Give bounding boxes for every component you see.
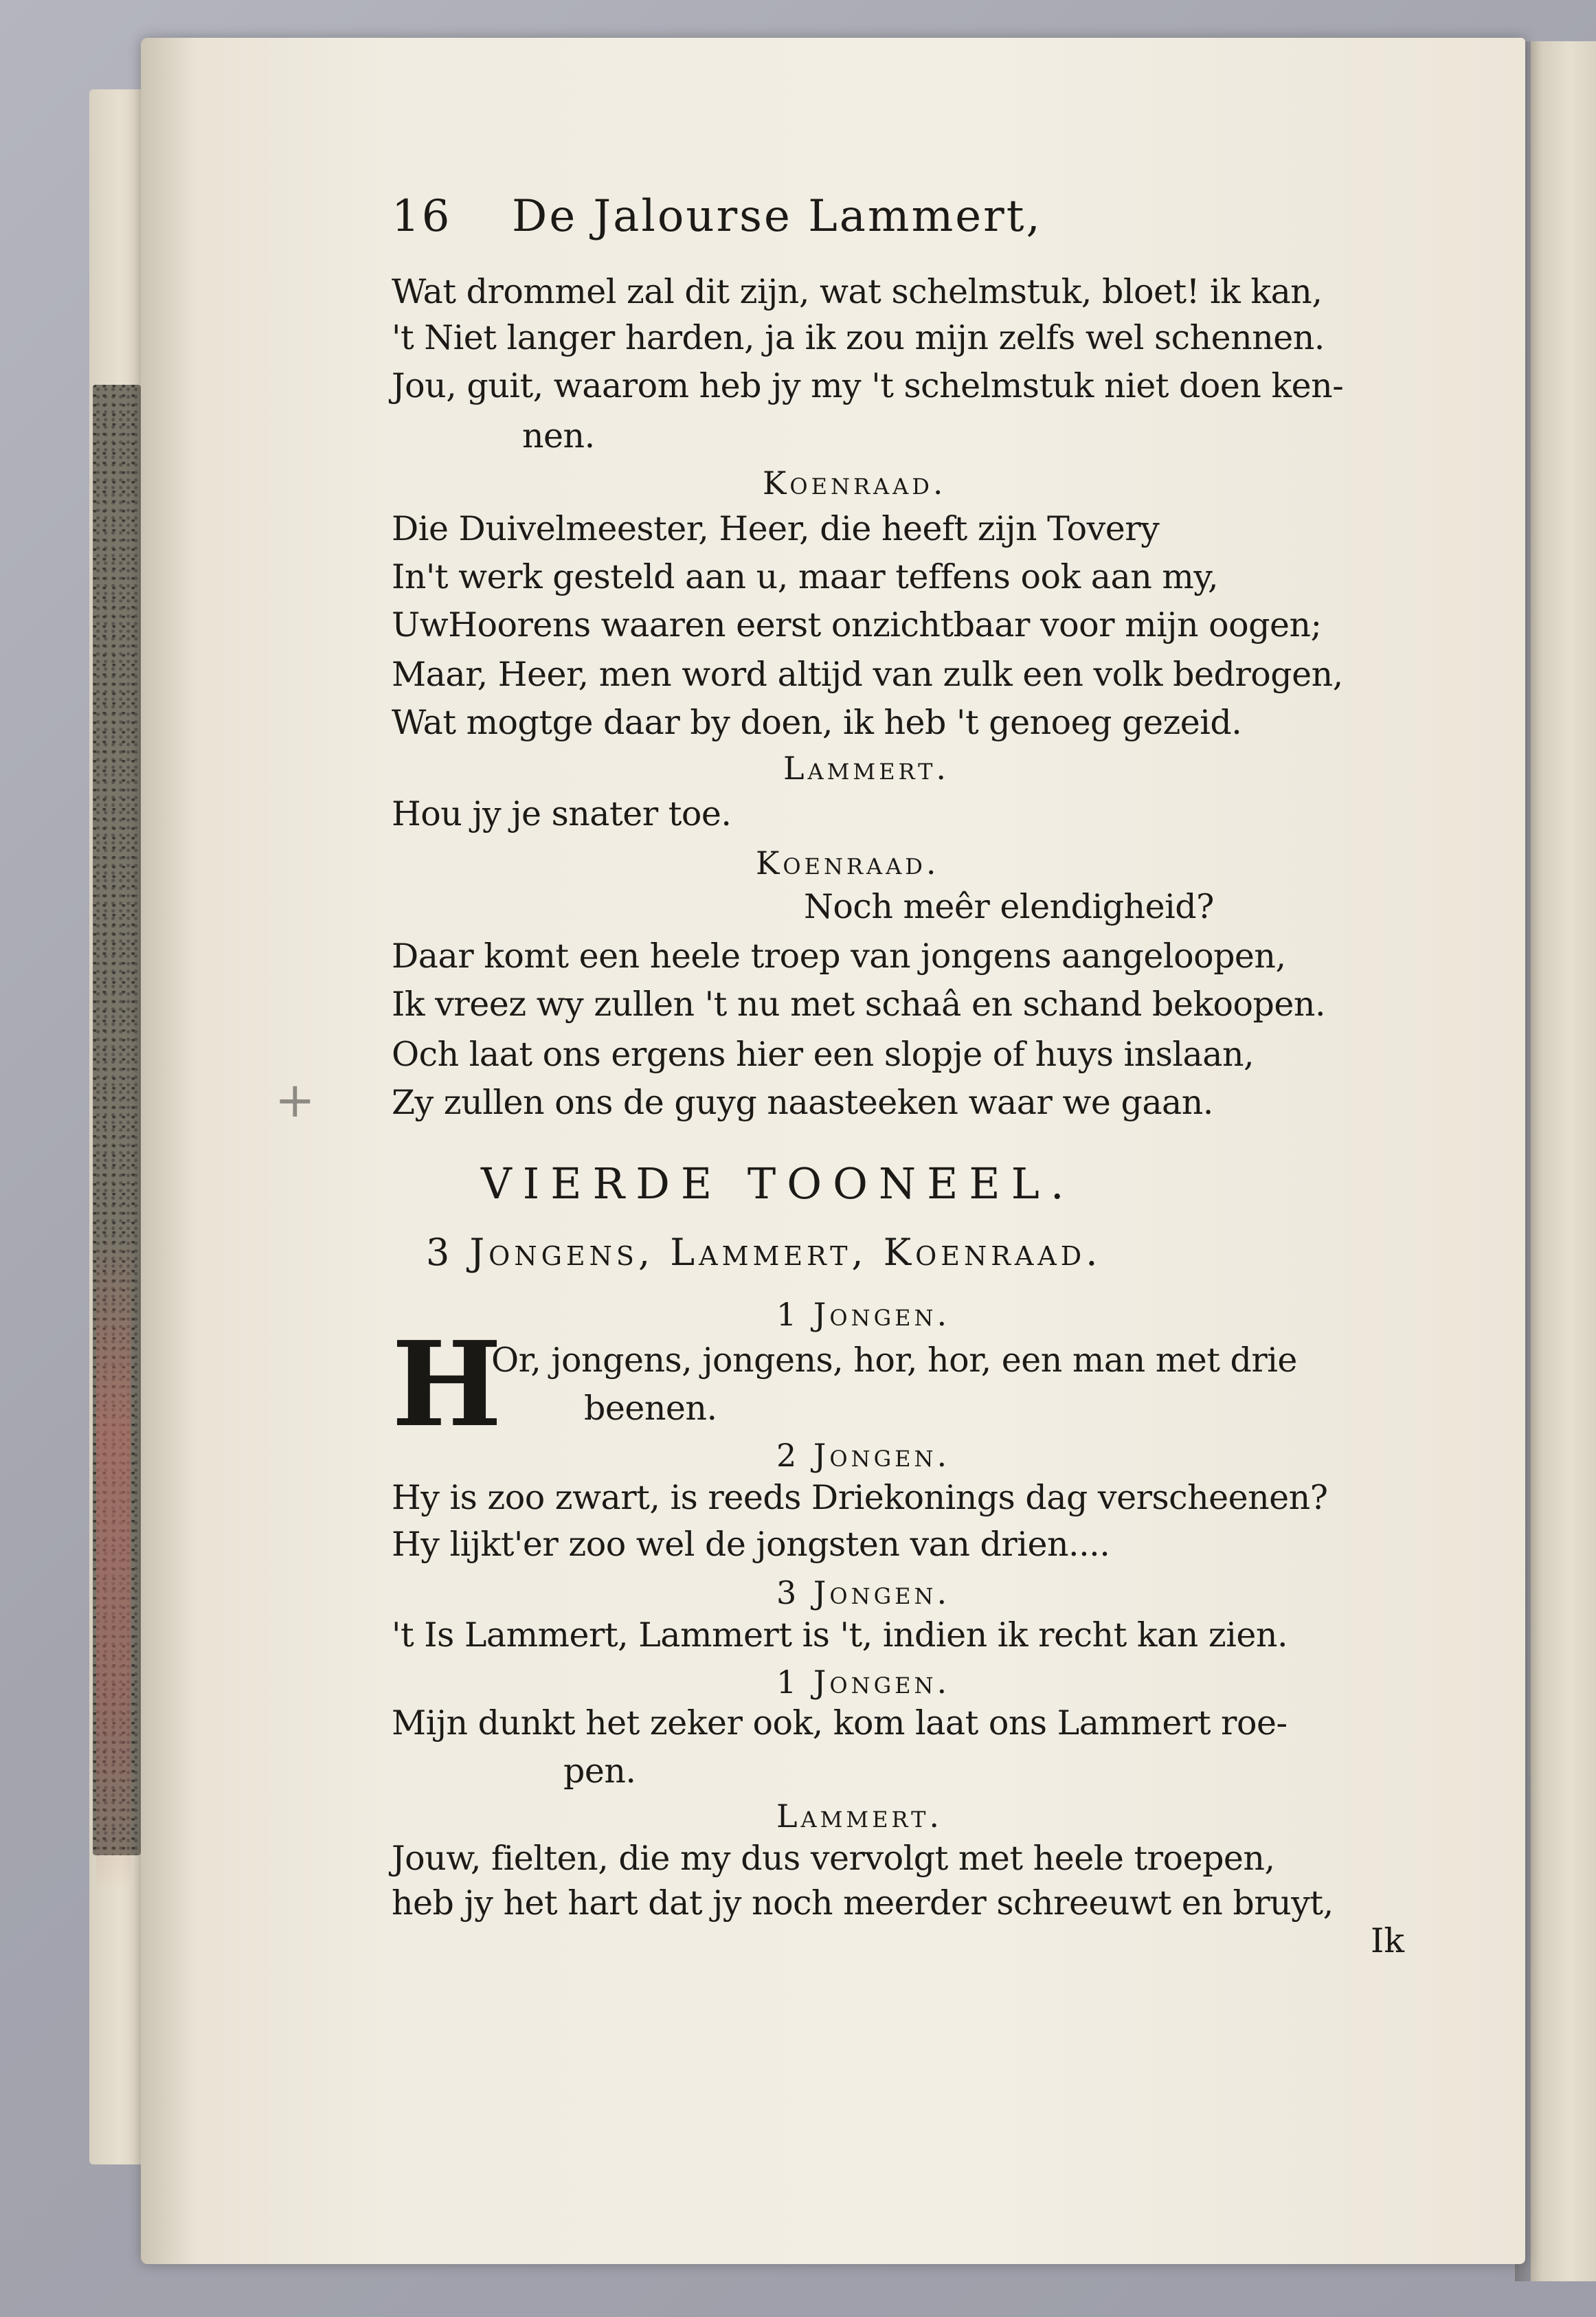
verse-line: Die Duivelmeester, Heer, die heeft zijn Tovery xyxy=(392,509,1160,548)
speaker-name: 2 Jongen. xyxy=(776,1437,951,1474)
verse-line: nen. xyxy=(522,416,595,456)
speaker-name: Lammert. xyxy=(776,1798,943,1835)
verse-line: Jouw, fielten, die my dus vervolgt met heele troepen, xyxy=(392,1839,1275,1878)
page-fold-shadow xyxy=(141,38,196,2264)
cast-list: 3 Jongens, Lammert, Koenraad. xyxy=(426,1231,1102,1274)
verse-line: Och laat ons ergens hier een slopje of huys inslaan, xyxy=(392,1035,1255,1074)
speaker-name: 3 Jongen. xyxy=(776,1574,951,1611)
running-title: De Jalourse Lammert, xyxy=(512,191,1042,242)
scene-heading: VIERDE TOONEEL. xyxy=(481,1158,1075,1209)
verse-line: Maar, Heer, men word altijd van zulk een volk bedrogen, xyxy=(392,655,1343,694)
verse-line: Hou jy je snater toe. xyxy=(392,794,732,833)
verse-line: pen. xyxy=(563,1751,636,1791)
verse-line: Jou, guit, waarom heb jy my 't schelmstuk niet doen ken- xyxy=(392,366,1344,405)
verse-line: Wat drommel zal dit zijn, wat schelmstuk, bloet! ik kan, xyxy=(392,272,1323,311)
verse-line: Mijn dunkt het zeker ook, kom laat ons Lammert roe- xyxy=(392,1703,1288,1743)
speaker-name: Lammert. xyxy=(783,750,950,787)
verse-line: Ik vreez wy zullen 't nu met schaâ en schand bekoopen. xyxy=(392,985,1326,1024)
verse-line: UwHoorens waaren eerst onzichtbaar voor mijn oogen; xyxy=(392,605,1322,645)
verse-line: Or, jongens, jongens, hor, hor, een man met drie xyxy=(491,1341,1297,1380)
verse-line: Wat mogtge daar by doen, ik heb 't genoeg gezeid. xyxy=(392,703,1242,742)
verse-line: Hy lijkt'er zoo wel de jongsten van drien.... xyxy=(392,1525,1110,1564)
speaker-name: 1 Jongen. xyxy=(776,1296,951,1333)
speaker-name: Koenraad. xyxy=(756,844,940,882)
verse-line: Zy zullen ons de guyg naasteeken waar we gaan. xyxy=(392,1083,1213,1122)
verse-line: Daar komt een heele troep van jongens aangeloopen, xyxy=(392,937,1286,976)
verse-line: 't Niet langer harden, ja ik zou mijn zelfs wel schennen. xyxy=(392,318,1325,357)
verse-line: In't werk gesteld aan u, maar teffens ook aan my, xyxy=(392,557,1219,596)
verse-line: 't Is Lammert, Lammert is 't, indien ik recht kan zien. xyxy=(392,1615,1288,1655)
speaker-name: Koenraad. xyxy=(763,464,947,502)
pencil-mark: + xyxy=(275,1072,315,1128)
catchword: Ik xyxy=(1371,1921,1405,1960)
verse-line: Hy is zoo zwart, is reeds Driekonings dag verscheenen? xyxy=(392,1478,1328,1517)
dropcap-letter: H xyxy=(392,1316,502,1453)
page-edge-stain xyxy=(96,1237,131,1890)
verse-line: beenen. xyxy=(584,1389,717,1428)
speaker-name: 1 Jongen. xyxy=(776,1664,951,1701)
page-number: 16 xyxy=(392,191,452,242)
verse-line: heb jy het hart dat jy noch meerder schreeuwt en bruyt, xyxy=(392,1883,1334,1923)
verse-line: Noch meêr elendigheid? xyxy=(804,887,1214,926)
